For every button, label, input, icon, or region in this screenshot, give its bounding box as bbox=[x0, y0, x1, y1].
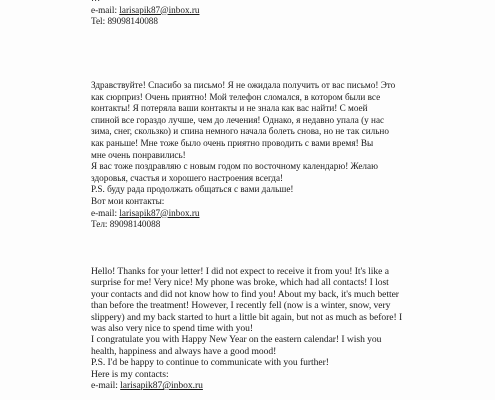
email-link[interactable]: larisapik87@inbox.ru bbox=[119, 207, 200, 218]
ru-line: P.S. буду рада продолжать общаться с вами дальше! bbox=[91, 184, 294, 195]
en-line: Hello! Thanks for your letter! I did not expect to receive it from you! It's like a bbox=[91, 266, 389, 277]
email-link[interactable]: larisapik87@inbox.ru bbox=[120, 380, 203, 392]
en-line: I congratulate you with Happy New Year on the eastern calendar! I wish you bbox=[91, 334, 382, 346]
email-prefix: e-mail: bbox=[91, 207, 120, 218]
ru-line: Здравствуйте! Спасибо за письмо! Я не ожидала получить от вас письмо! Это bbox=[91, 80, 396, 90]
ru-line: как раньше! Мне тоже было очень приятно проводить с вами время! Вы bbox=[91, 137, 374, 148]
ru-email-line bbox=[91, 208, 491, 220]
en-line: Here is my contacts: bbox=[91, 368, 169, 380]
email-link[interactable]: larisapik87@inbox.ru bbox=[119, 4, 200, 15]
email-prefix: e-mail: bbox=[91, 4, 120, 15]
en-line: was also very nice to spend time with you! bbox=[91, 323, 254, 335]
en-line: health, happiness and always have a good mood! bbox=[91, 345, 277, 357]
ru-line: мне очень понравились! bbox=[91, 149, 186, 160]
email-prefix: e-mail: bbox=[91, 380, 121, 392]
ru-line: здоровья, счастья и хорошего настроения всегда! bbox=[91, 172, 284, 183]
ru-line: контакты! Я потеряла ваши контакты и не знала как вас найти! С моей bbox=[91, 103, 368, 114]
top-email-line bbox=[91, 5, 491, 17]
ru-line: зима, снег, скользко) и спина немного начала болеть снова, но не так сильно bbox=[91, 126, 389, 137]
russian-letter bbox=[91, 80, 491, 231]
ru-tel-line: Тел: 89098140088 bbox=[91, 219, 161, 230]
ru-line: как сюрприз! Очень приятно! Мой телефон сломался, в котором были все bbox=[91, 91, 381, 102]
top-tel-line: Tel: 89098140088 bbox=[91, 16, 158, 27]
top-contact-block bbox=[91, 0, 491, 28]
en-line: slippery) and my back started to hurt a little bit again, but not as much as before! I bbox=[91, 311, 403, 323]
english-letter bbox=[91, 266, 491, 391]
ru-line: Вот мои контакты: bbox=[91, 195, 165, 206]
en-line: than before the treatment! However, I recently fell (now is a winter, snow, very bbox=[91, 300, 391, 312]
en-line: your contacts and did not know how to find you! About my back, it's much better bbox=[91, 288, 399, 300]
ru-line: спиной все гораздо лучше, чем до лечения! Однако, я недавно упала (у нас bbox=[91, 114, 385, 125]
en-line: P.S. I'd be happy to continue to communicate with you further! bbox=[91, 357, 329, 369]
en-email-line bbox=[91, 380, 491, 391]
en-line: surprise for me! Very nice! My phone was broke, which had all contacts! I lost bbox=[91, 277, 389, 289]
ru-line: Я вас тоже поздравляю с новым годом по восточному календарю! Желаю bbox=[91, 161, 378, 172]
